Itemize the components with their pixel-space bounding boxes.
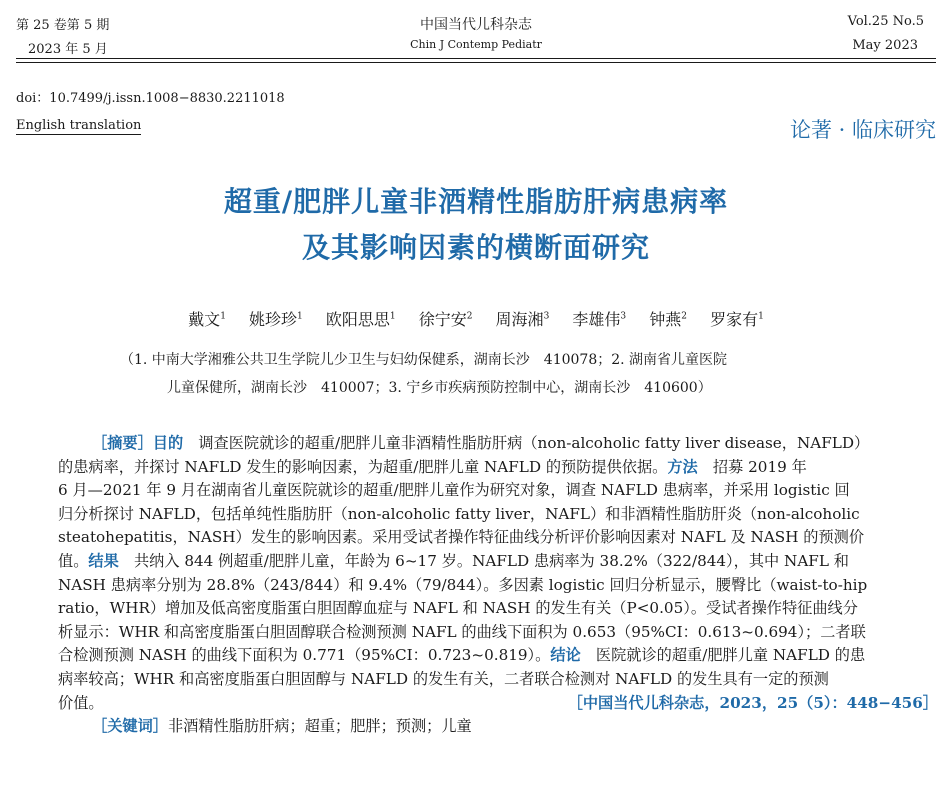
- abstract-line: NASH 患病率分别为 28.8%（243/844）和 9.4%（79/844）。多因素 logistic 回归分析显示，腰臀比（waist-to-hip: [58, 575, 868, 594]
- author: 钟燕$^2$: [649, 310, 687, 329]
- abstract-line: 的患病率，并探讨 NAFLD 发生的影响因素，为超重/肥胖儿童 NAFLD 的预防提供依据。方法 招募 2019 年: [58, 457, 807, 476]
- author: 戴文$^1$: [188, 310, 226, 329]
- objective-label: 目的: [152, 434, 184, 452]
- conclusions-label: 结论: [550, 646, 581, 665]
- header-rule-2: [16, 62, 936, 63]
- abstract-line: ［摘要］目的 调查医院就诊的超重/肥胖儿童非酒精性脂肪肝病（non-alcoholic fatty liver disease，NAFLD）: [92, 434, 870, 452]
- section-label: 论著 · 临床研究: [789, 118, 936, 142]
- author: 徐宁安$^2$: [418, 310, 473, 329]
- abstract-line: 价值。 ［中国当代儿科杂志，2023，25（5）：448−456］: [58, 692, 938, 716]
- keywords-line: [58, 715, 938, 739]
- header-journal-en: Chin J Contemp Pediatr: [410, 38, 542, 51]
- author: 李雄伟$^3$: [572, 310, 627, 329]
- abstract-line: steatohepatitis，NASH）发生的影响因素。采用受试者操作特征曲线分析评价影响因素对 NAFL 及 NASH 的预测价: [58, 528, 865, 547]
- english-translation-link[interactable]: English translation: [16, 118, 142, 133]
- author: 欧阳思思$^1$: [325, 310, 396, 329]
- affiliation-line2: 儿童保健所，湖南长沙 410007；3. 宁乡市疾病预防控制中心，湖南长沙 410600）: [167, 380, 712, 396]
- header-date-en: May 2023: [852, 38, 918, 53]
- results-label: 结果: [88, 551, 119, 570]
- keywords-tag: ［关键词］: [92, 717, 168, 736]
- header-volume-en: Vol.25 No.5: [847, 14, 924, 29]
- abstract-line: 6 月—2021 年 9 月在湖南省儿童医院就诊的超重/肥胖儿童作为研究对象，调查 NAFLD 患病率，并采用 logistic 回: [58, 481, 850, 500]
- abstract-line: 归分析探讨 NAFLD，包括单纯性脂肪肝（non-alcoholic fatty liver，NAFL）和非酒精性脂肪肝炎（non-alcoholic: [58, 504, 860, 523]
- author: 周海湘$^3$: [495, 310, 550, 329]
- affiliation-line1: （1. 中南大学湘雅公共卫生学院儿少卫生与妇幼保健系，湖南长沙 410078；2. 湖南省儿童医院: [120, 352, 728, 368]
- abstract-line: 析显示：WHR 和高密度脂蛋白胆固醇联合检测预测 NAFL 的曲线下面积为 0.653（95%CI：0.613~0.694）；二者联: [58, 622, 866, 641]
- abstract: [58, 432, 938, 739]
- abstract-line: 值。结果 共纳入 844 例超重/肥胖儿童，年龄为 6~17 岁。NAFLD 患病率为 38.2%（322/844），其中 NAFL 和: [58, 551, 849, 570]
- abstract-tag: ［摘要］: [92, 434, 153, 452]
- article-title-line2: 及其影响因素的横断面研究: [301, 231, 650, 264]
- methods-label: 方法: [667, 457, 698, 476]
- header-volume-issue: 第 25 卷第 5 期: [16, 18, 110, 33]
- header-date-cn: 2023 年 5 月: [28, 42, 108, 57]
- abstract-line: ratio，WHR）增加及低高密度脂蛋白胆固醇血症与 NAFL 和 NASH 的发生有关（P<0.05）。受试者操作特征曲线分: [58, 599, 858, 618]
- author: 姚珍珍$^1$: [249, 310, 303, 329]
- author: 罗家有$^1$: [710, 310, 764, 329]
- keywords-text: 非酒精性脂肪肝病；超重；肥胖；预测；儿童: [167, 717, 472, 736]
- article-title-line1: 超重/肥胖儿童非酒精性脂肪肝病患病率: [223, 185, 729, 218]
- author-list: [0, 307, 952, 330]
- abstract-line: 病率较高；WHR 和高密度脂蛋白胆固醇与 NAFLD 的发生有关，二者联合检测对 NAFLD 的发生具有一定的预测: [58, 669, 829, 688]
- citation: ［中国当代儿科杂志，2023，25（5）：448−456］: [567, 693, 938, 712]
- abstract-line: 合检测预测 NASH 的曲线下面积为 0.771（95%CI：0.723~0.819）。结论 医院就诊的超重/肥胖儿童 NAFLD 的患: [58, 646, 866, 665]
- header-rule: [16, 58, 936, 59]
- header-journal-cn: 中国当代儿科杂志: [420, 17, 532, 33]
- doi: doi：10.7499/j.issn.1008−8830.2211018: [16, 91, 285, 106]
